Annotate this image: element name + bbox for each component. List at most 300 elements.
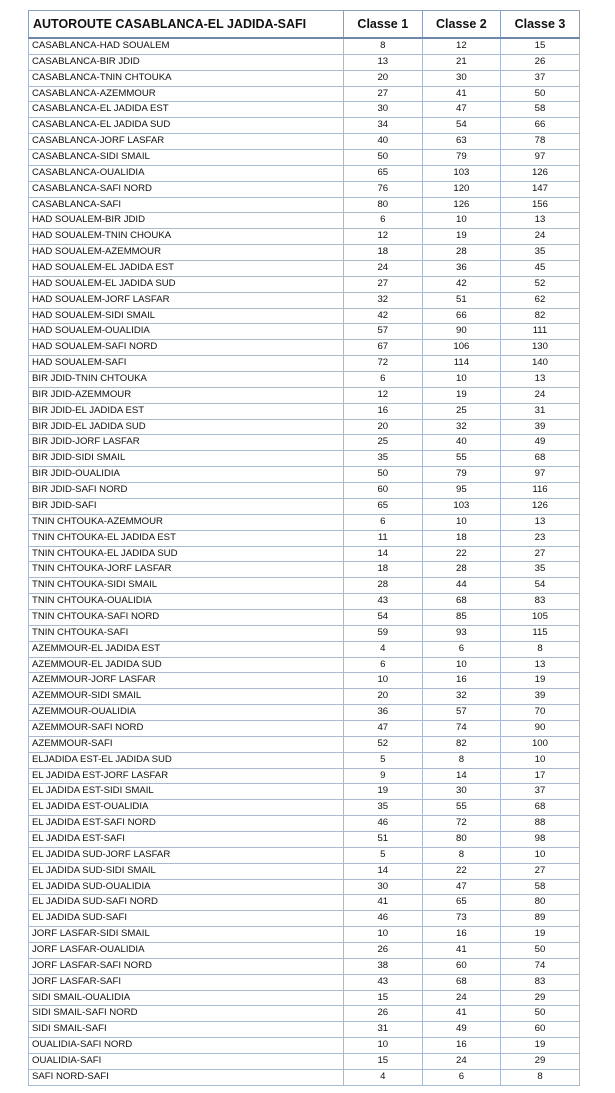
classe-3-cell: 49 [501, 435, 580, 451]
classe-3-cell: 19 [501, 673, 580, 689]
table-row [29, 165, 580, 181]
table-row [29, 689, 580, 705]
table-row [29, 736, 580, 752]
classe-1-cell: 27 [344, 276, 423, 292]
table-row [29, 340, 580, 356]
route-cell: AZEMMOUR-EL JADIDA SUD [29, 657, 344, 673]
classe-3-cell: 24 [501, 387, 580, 403]
classe-2-cell: 22 [422, 546, 501, 562]
table-row [29, 657, 580, 673]
table-row [29, 625, 580, 641]
table-row [29, 641, 580, 657]
classe-1-cell: 6 [344, 372, 423, 388]
route-cell: ELJADIDA EST-EL JADIDA SUD [29, 752, 344, 768]
classe-1-cell: 51 [344, 831, 423, 847]
route-cell: BIR JDID-TNIN CHTOUKA [29, 372, 344, 388]
classe-3-cell: 140 [501, 356, 580, 372]
classe-1-cell: 43 [344, 974, 423, 990]
classe-1-cell: 16 [344, 403, 423, 419]
table-row [29, 546, 580, 562]
classe-3-cell: 126 [501, 498, 580, 514]
classe-3-cell: 54 [501, 578, 580, 594]
classe-3-cell: 111 [501, 324, 580, 340]
classe-3-cell: 37 [501, 70, 580, 86]
classe-3-cell: 156 [501, 197, 580, 213]
classe-1-cell: 67 [344, 340, 423, 356]
classe-2-cell: 79 [422, 150, 501, 166]
classe-2-cell: 41 [422, 1006, 501, 1022]
table-row [29, 816, 580, 832]
classe-2-cell: 120 [422, 181, 501, 197]
classe-2-cell: 12 [422, 38, 501, 54]
classe-2-cell: 16 [422, 1038, 501, 1054]
classe-2-cell: 85 [422, 609, 501, 625]
classe-1-cell: 25 [344, 435, 423, 451]
header-row [29, 11, 580, 39]
classe-3-cell: 97 [501, 467, 580, 483]
header-classe-2: Classe 2 [422, 11, 501, 39]
route-cell: AZEMMOUR-JORF LASFAR [29, 673, 344, 689]
classe-3-cell: 23 [501, 530, 580, 546]
route-cell: HAD SOUALEM-AZEMMOUR [29, 245, 344, 261]
table-row [29, 86, 580, 102]
classe-1-cell: 35 [344, 800, 423, 816]
classe-3-cell: 97 [501, 150, 580, 166]
route-cell: BIR JDID-SAFI NORD [29, 483, 344, 499]
classe-2-cell: 16 [422, 927, 501, 943]
classe-2-cell: 18 [422, 530, 501, 546]
route-cell: TNIN CHTOUKA-OUALIDIA [29, 594, 344, 610]
classe-3-cell: 80 [501, 895, 580, 911]
classe-2-cell: 21 [422, 54, 501, 70]
route-cell: CASABLANCA-EL JADIDA SUD [29, 118, 344, 134]
classe-3-cell: 50 [501, 1006, 580, 1022]
table-row [29, 261, 580, 277]
classe-2-cell: 72 [422, 816, 501, 832]
table-row [29, 483, 580, 499]
table-row [29, 118, 580, 134]
route-cell: HAD SOUALEM-SIDI SMAIL [29, 308, 344, 324]
route-cell: HAD SOUALEM-BIR JDID [29, 213, 344, 229]
classe-2-cell: 28 [422, 245, 501, 261]
classe-1-cell: 65 [344, 165, 423, 181]
route-cell: HAD SOUALEM-EL JADIDA SUD [29, 276, 344, 292]
classe-3-cell: 13 [501, 213, 580, 229]
route-cell: CASABLANCA-TNIN CHTOUKA [29, 70, 344, 86]
classe-3-cell: 83 [501, 974, 580, 990]
classe-1-cell: 4 [344, 1069, 423, 1085]
classe-3-cell: 29 [501, 990, 580, 1006]
classe-1-cell: 65 [344, 498, 423, 514]
classe-2-cell: 32 [422, 419, 501, 435]
route-cell: HAD SOUALEM-TNIN CHOUKA [29, 229, 344, 245]
route-cell: JORF LASFAR-SAFI [29, 974, 344, 990]
table-row [29, 372, 580, 388]
classe-2-cell: 126 [422, 197, 501, 213]
classe-3-cell: 27 [501, 863, 580, 879]
table-row [29, 609, 580, 625]
toll-rate-table [28, 10, 580, 1086]
table-row [29, 324, 580, 340]
classe-3-cell: 13 [501, 372, 580, 388]
classe-2-cell: 74 [422, 720, 501, 736]
route-cell: EL JADIDA SUD-SAFI [29, 911, 344, 927]
classe-3-cell: 45 [501, 261, 580, 277]
classe-3-cell: 70 [501, 705, 580, 721]
route-cell: EL JADIDA EST-SIDI SMAIL [29, 784, 344, 800]
classe-3-cell: 74 [501, 958, 580, 974]
table-row [29, 451, 580, 467]
classe-3-cell: 83 [501, 594, 580, 610]
classe-2-cell: 8 [422, 752, 501, 768]
classe-3-cell: 37 [501, 784, 580, 800]
classe-1-cell: 34 [344, 118, 423, 134]
table-row [29, 1054, 580, 1070]
classe-2-cell: 66 [422, 308, 501, 324]
classe-1-cell: 15 [344, 990, 423, 1006]
classe-3-cell: 27 [501, 546, 580, 562]
classe-2-cell: 73 [422, 911, 501, 927]
table-row [29, 990, 580, 1006]
classe-2-cell: 106 [422, 340, 501, 356]
route-cell: CASABLANCA-JORF LASFAR [29, 134, 344, 150]
classe-3-cell: 10 [501, 847, 580, 863]
table-row [29, 800, 580, 816]
table-row [29, 403, 580, 419]
classe-3-cell: 15 [501, 38, 580, 54]
table-row [29, 720, 580, 736]
route-cell: AZEMMOUR-OUALIDIA [29, 705, 344, 721]
table-header [29, 11, 580, 39]
route-cell: CASABLANCA-SIDI SMAIL [29, 150, 344, 166]
table-row [29, 387, 580, 403]
route-cell: CASABLANCA-SAFI [29, 197, 344, 213]
classe-3-cell: 62 [501, 292, 580, 308]
classe-2-cell: 103 [422, 498, 501, 514]
classe-3-cell: 50 [501, 942, 580, 958]
classe-1-cell: 54 [344, 609, 423, 625]
classe-2-cell: 41 [422, 942, 501, 958]
route-cell: EL JADIDA SUD-JORF LASFAR [29, 847, 344, 863]
table-row [29, 514, 580, 530]
classe-1-cell: 46 [344, 816, 423, 832]
classe-3-cell: 39 [501, 689, 580, 705]
table-row [29, 150, 580, 166]
route-cell: HAD SOUALEM-JORF LASFAR [29, 292, 344, 308]
route-cell: JORF LASFAR-SIDI SMAIL [29, 927, 344, 943]
classe-2-cell: 65 [422, 895, 501, 911]
classe-1-cell: 15 [344, 1054, 423, 1070]
table-row [29, 435, 580, 451]
table-row [29, 927, 580, 943]
classe-1-cell: 18 [344, 562, 423, 578]
classe-2-cell: 47 [422, 879, 501, 895]
classe-1-cell: 30 [344, 879, 423, 895]
classe-1-cell: 19 [344, 784, 423, 800]
classe-1-cell: 50 [344, 467, 423, 483]
classe-1-cell: 36 [344, 705, 423, 721]
classe-2-cell: 49 [422, 1022, 501, 1038]
classe-3-cell: 19 [501, 1038, 580, 1054]
table-row [29, 911, 580, 927]
classe-1-cell: 5 [344, 847, 423, 863]
route-cell: EL JADIDA EST-SAFI [29, 831, 344, 847]
classe-1-cell: 47 [344, 720, 423, 736]
classe-1-cell: 57 [344, 324, 423, 340]
table-row [29, 308, 580, 324]
classe-1-cell: 14 [344, 546, 423, 562]
classe-3-cell: 105 [501, 609, 580, 625]
table-row [29, 467, 580, 483]
classe-1-cell: 30 [344, 102, 423, 118]
classe-1-cell: 6 [344, 514, 423, 530]
classe-1-cell: 6 [344, 213, 423, 229]
classe-2-cell: 114 [422, 356, 501, 372]
classe-2-cell: 63 [422, 134, 501, 150]
classe-1-cell: 32 [344, 292, 423, 308]
classe-3-cell: 130 [501, 340, 580, 356]
route-cell: SIDI SMAIL-SAFI [29, 1022, 344, 1038]
classe-2-cell: 68 [422, 974, 501, 990]
classe-1-cell: 24 [344, 261, 423, 277]
table-row [29, 594, 580, 610]
classe-2-cell: 6 [422, 641, 501, 657]
classe-1-cell: 8 [344, 38, 423, 54]
table-row [29, 831, 580, 847]
classe-2-cell: 42 [422, 276, 501, 292]
table-row [29, 705, 580, 721]
classe-2-cell: 36 [422, 261, 501, 277]
classe-2-cell: 6 [422, 1069, 501, 1085]
classe-2-cell: 80 [422, 831, 501, 847]
classe-2-cell: 10 [422, 657, 501, 673]
classe-1-cell: 52 [344, 736, 423, 752]
table-row [29, 847, 580, 863]
classe-1-cell: 59 [344, 625, 423, 641]
route-cell: TNIN CHTOUKA-AZEMMOUR [29, 514, 344, 530]
table-row [29, 752, 580, 768]
table-body [29, 38, 580, 1085]
classe-2-cell: 79 [422, 467, 501, 483]
route-cell: BIR JDID-SIDI SMAIL [29, 451, 344, 467]
classe-1-cell: 27 [344, 86, 423, 102]
classe-2-cell: 28 [422, 562, 501, 578]
table-row [29, 974, 580, 990]
route-cell: BIR JDID-EL JADIDA EST [29, 403, 344, 419]
route-cell: SIDI SMAIL-OUALIDIA [29, 990, 344, 1006]
classe-3-cell: 82 [501, 308, 580, 324]
classe-3-cell: 26 [501, 54, 580, 70]
route-cell: SIDI SMAIL-SAFI NORD [29, 1006, 344, 1022]
route-cell: EL JADIDA SUD-SIDI SMAIL [29, 863, 344, 879]
classe-1-cell: 72 [344, 356, 423, 372]
classe-3-cell: 8 [501, 1069, 580, 1085]
table-row [29, 70, 580, 86]
route-cell: AZEMMOUR-SAFI [29, 736, 344, 752]
classe-3-cell: 90 [501, 720, 580, 736]
classe-2-cell: 54 [422, 118, 501, 134]
route-cell: AZEMMOUR-EL JADIDA EST [29, 641, 344, 657]
classe-3-cell: 98 [501, 831, 580, 847]
classe-1-cell: 38 [344, 958, 423, 974]
table-row [29, 276, 580, 292]
classe-1-cell: 42 [344, 308, 423, 324]
table-row [29, 213, 580, 229]
route-cell: BIR JDID-EL JADIDA SUD [29, 419, 344, 435]
classe-3-cell: 68 [501, 451, 580, 467]
classe-3-cell: 13 [501, 514, 580, 530]
classe-2-cell: 19 [422, 387, 501, 403]
classe-1-cell: 46 [344, 911, 423, 927]
classe-1-cell: 13 [344, 54, 423, 70]
classe-1-cell: 4 [344, 641, 423, 657]
classe-1-cell: 26 [344, 942, 423, 958]
route-cell: CASABLANCA-SAFI NORD [29, 181, 344, 197]
classe-3-cell: 147 [501, 181, 580, 197]
classe-3-cell: 19 [501, 927, 580, 943]
classe-2-cell: 24 [422, 1054, 501, 1070]
classe-2-cell: 10 [422, 514, 501, 530]
route-cell: BIR JDID-SAFI [29, 498, 344, 514]
table-row [29, 356, 580, 372]
classe-1-cell: 18 [344, 245, 423, 261]
classe-1-cell: 80 [344, 197, 423, 213]
route-cell: TNIN CHTOUKA-EL JADIDA EST [29, 530, 344, 546]
classe-2-cell: 16 [422, 673, 501, 689]
table-row [29, 1038, 580, 1054]
header-classe-3: Classe 3 [501, 11, 580, 39]
route-cell: AZEMMOUR-SAFI NORD [29, 720, 344, 736]
classe-1-cell: 5 [344, 752, 423, 768]
classe-2-cell: 30 [422, 70, 501, 86]
classe-2-cell: 8 [422, 847, 501, 863]
route-cell: BIR JDID-JORF LASFAR [29, 435, 344, 451]
table-row [29, 292, 580, 308]
classe-1-cell: 20 [344, 689, 423, 705]
table-row [29, 245, 580, 261]
table-row [29, 784, 580, 800]
route-cell: TNIN CHTOUKA-EL JADIDA SUD [29, 546, 344, 562]
route-cell: HAD SOUALEM-EL JADIDA EST [29, 261, 344, 277]
classe-3-cell: 35 [501, 245, 580, 261]
table-row [29, 863, 580, 879]
route-cell: EL JADIDA EST-JORF LASFAR [29, 768, 344, 784]
classe-1-cell: 20 [344, 419, 423, 435]
table-row [29, 768, 580, 784]
route-cell: JORF LASFAR-OUALIDIA [29, 942, 344, 958]
route-cell: EL JADIDA EST-OUALIDIA [29, 800, 344, 816]
classe-3-cell: 50 [501, 86, 580, 102]
classe-1-cell: 76 [344, 181, 423, 197]
classe-1-cell: 43 [344, 594, 423, 610]
classe-2-cell: 40 [422, 435, 501, 451]
classe-3-cell: 115 [501, 625, 580, 641]
classe-1-cell: 31 [344, 1022, 423, 1038]
table-row [29, 181, 580, 197]
route-cell: TNIN CHTOUKA-JORF LASFAR [29, 562, 344, 578]
classe-2-cell: 41 [422, 86, 501, 102]
classe-1-cell: 12 [344, 229, 423, 245]
classe-2-cell: 90 [422, 324, 501, 340]
table-row [29, 38, 580, 54]
classe-3-cell: 78 [501, 134, 580, 150]
classe-2-cell: 55 [422, 800, 501, 816]
classe-2-cell: 10 [422, 213, 501, 229]
route-cell: JORF LASFAR-SAFI NORD [29, 958, 344, 974]
table-row [29, 498, 580, 514]
classe-1-cell: 10 [344, 1038, 423, 1054]
classe-1-cell: 41 [344, 895, 423, 911]
classe-3-cell: 31 [501, 403, 580, 419]
route-cell: CASABLANCA-HAD SOUALEM [29, 38, 344, 54]
table-row [29, 197, 580, 213]
classe-1-cell: 10 [344, 927, 423, 943]
classe-1-cell: 10 [344, 673, 423, 689]
classe-2-cell: 57 [422, 705, 501, 721]
header-route: AUTOROUTE CASABLANCA-EL JADIDA-SAFI [29, 11, 344, 39]
classe-3-cell: 52 [501, 276, 580, 292]
classe-1-cell: 14 [344, 863, 423, 879]
route-cell: HAD SOUALEM-SAFI NORD [29, 340, 344, 356]
classe-3-cell: 29 [501, 1054, 580, 1070]
classe-3-cell: 88 [501, 816, 580, 832]
route-cell: OUALIDIA-SAFI NORD [29, 1038, 344, 1054]
route-cell: EL JADIDA SUD-OUALIDIA [29, 879, 344, 895]
route-cell: SAFI NORD-SAFI [29, 1069, 344, 1085]
classe-3-cell: 68 [501, 800, 580, 816]
classe-2-cell: 25 [422, 403, 501, 419]
classe-3-cell: 10 [501, 752, 580, 768]
route-cell: CASABLANCA-EL JADIDA EST [29, 102, 344, 118]
route-cell: CASABLANCA-BIR JDID [29, 54, 344, 70]
classe-2-cell: 10 [422, 372, 501, 388]
classe-3-cell: 58 [501, 879, 580, 895]
classe-3-cell: 8 [501, 641, 580, 657]
classe-1-cell: 60 [344, 483, 423, 499]
route-cell: HAD SOUALEM-OUALIDIA [29, 324, 344, 340]
table-row [29, 1022, 580, 1038]
route-cell: BIR JDID-OUALIDIA [29, 467, 344, 483]
classe-3-cell: 58 [501, 102, 580, 118]
table-row [29, 879, 580, 895]
classe-3-cell: 39 [501, 419, 580, 435]
classe-3-cell: 66 [501, 118, 580, 134]
route-cell: TNIN CHTOUKA-SIDI SMAIL [29, 578, 344, 594]
classe-2-cell: 82 [422, 736, 501, 752]
classe-3-cell: 13 [501, 657, 580, 673]
classe-2-cell: 93 [422, 625, 501, 641]
table-row [29, 419, 580, 435]
classe-1-cell: 6 [344, 657, 423, 673]
table-row [29, 1006, 580, 1022]
classe-2-cell: 95 [422, 483, 501, 499]
table-row [29, 1069, 580, 1085]
route-cell: CASABLANCA-AZEMMOUR [29, 86, 344, 102]
table-row [29, 942, 580, 958]
classe-1-cell: 11 [344, 530, 423, 546]
classe-3-cell: 116 [501, 483, 580, 499]
classe-2-cell: 24 [422, 990, 501, 1006]
classe-1-cell: 50 [344, 150, 423, 166]
classe-3-cell: 24 [501, 229, 580, 245]
classe-3-cell: 100 [501, 736, 580, 752]
route-cell: OUALIDIA-SAFI [29, 1054, 344, 1070]
classe-2-cell: 19 [422, 229, 501, 245]
route-cell: CASABLANCA-OUALIDIA [29, 165, 344, 181]
route-cell: TNIN CHTOUKA-SAFI NORD [29, 609, 344, 625]
classe-1-cell: 35 [344, 451, 423, 467]
route-cell: BIR JDID-AZEMMOUR [29, 387, 344, 403]
